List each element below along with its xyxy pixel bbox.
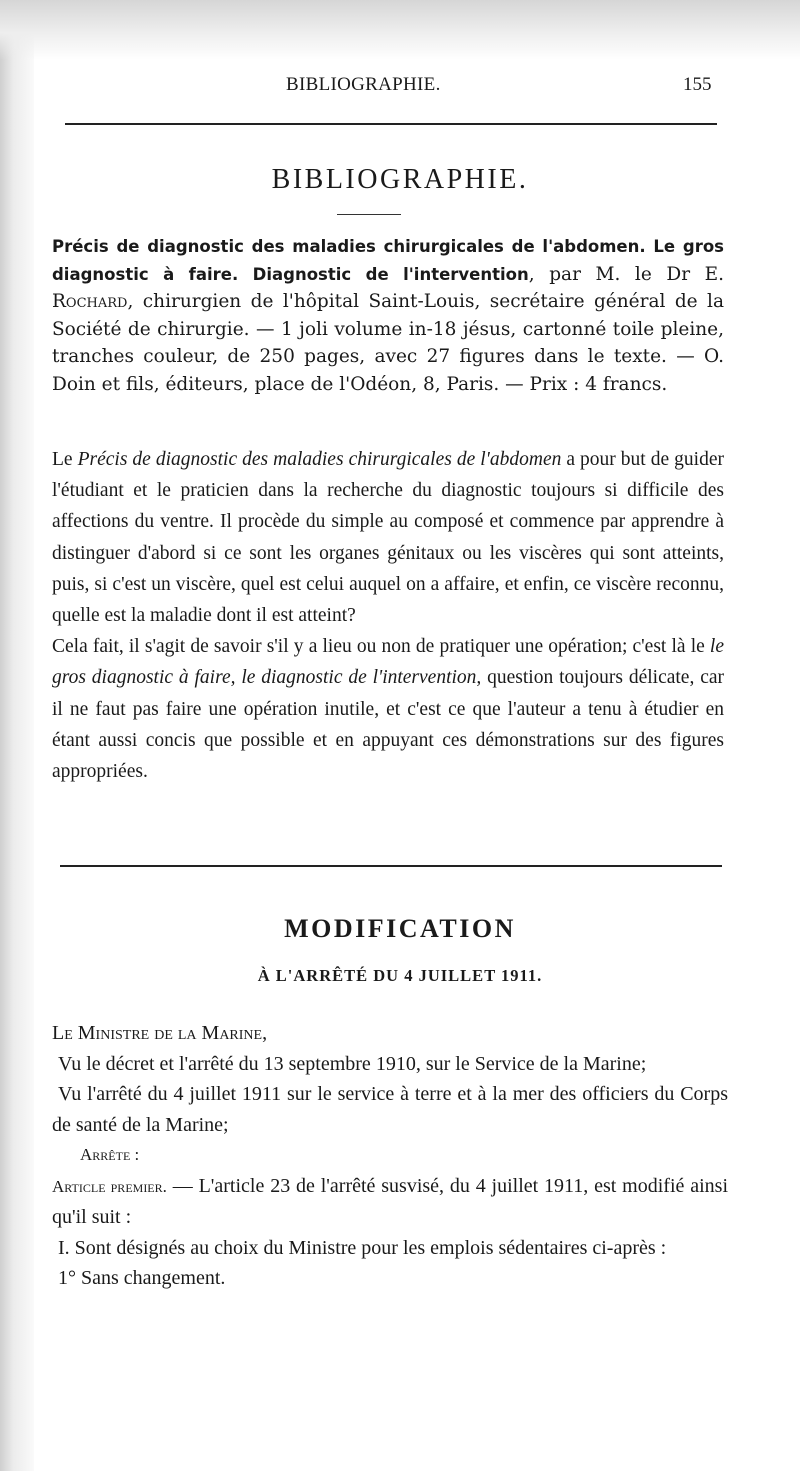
- entry-by: , par M. le Dr E.: [528, 263, 725, 285]
- arrete-line: Arrête :: [80, 1145, 140, 1164]
- page-number: 155: [683, 74, 712, 95]
- item-line: I. Sont désignés au choix du Ministre pour les emplois sédentaires ci-après :: [58, 1236, 667, 1259]
- entry-details: , chirurgien de l'hôpital Saint-Louis, secrétaire général de la Société de chirurgie. — 1 joli volume in-18 jésus, cartonné toile pleine, tranches couleur, de 250 pages, avec 27 figures dans le texte. — O. Doin et fils, éditeurs, place de l'Odéon, 8, Paris. — Prix : 4 francs.: [52, 291, 724, 395]
- bibliographic-entry: [52, 233, 724, 398]
- review-p1-start: Le: [52, 449, 78, 470]
- section-title: BIBLIOGRAPHIE.: [271, 164, 529, 195]
- item-line: 1° Sans changement.: [58, 1267, 226, 1289]
- title-ornament-rule: [337, 214, 401, 215]
- review-text: [52, 444, 724, 787]
- author-name: Rochard: [52, 291, 128, 312]
- page-top-shadow: [0, 0, 800, 60]
- entry-paragraph: [52, 233, 724, 398]
- review-p2-rest: question toujours délicate, car il ne faut pas faire une opération inutile, et c'est ce que l'auteur a tenu à étudier en étant aussi concis que possible et en appuyant ces démonstrations sur des figures appropriées.: [52, 667, 724, 783]
- vu-line: Vu le décret et l'arrêté du 13 septembre 1910, sur le Service de la Marine;: [58, 1052, 647, 1075]
- article-text: — L'article 23 de l'arrêté susvisé, du 4 juillet 1911, est modifié ainsi qu'il suit :: [52, 1174, 728, 1228]
- article-paragraph: [52, 1171, 728, 1233]
- modification-title: MODIFICATION: [284, 914, 516, 943]
- modification-subtitle: À L'ARRÊTÉ DU 4 JUILLET 1911.: [257, 966, 543, 985]
- review-p2-start: Cela fait, il s'agit de savoir s'il y a lieu ou non de pratiquer une opération; c'est là le: [52, 636, 710, 658]
- vu-line: Vu l'arrêté du 4 juillet 1911 sur le service à terre et à la mer des officiers du Corps de santé de la Marine;: [52, 1083, 728, 1136]
- article-label: Article premier.: [52, 1176, 167, 1196]
- decree-text: [52, 1018, 728, 1294]
- book-title: Précis de diagnostic des maladies chirurgicales de l'abdomen. Le gros diagnostic à faire. Diagnostic de l'intervention: [52, 237, 724, 284]
- review-p2-italic: le gros diagnostic à faire, le diagnostic de l'intervention,: [52, 636, 724, 689]
- running-header: [0, 74, 800, 102]
- review-paragraph: [52, 444, 724, 631]
- minister-line: Le Ministre de la Marine,: [52, 1022, 268, 1044]
- page-edge-shadow: [0, 0, 34, 1471]
- section-divider-rule: [60, 865, 722, 867]
- review-p1-italic: Précis de diagnostic des maladies chirurgicales de l'abdomen: [77, 449, 562, 470]
- header-rule: [65, 123, 717, 125]
- review-p1-rest: a pour but de guider l'étudiant et le praticien dans la recherche du diagnostic toujours si difficile des affections du ventre. Il procède du simple au composé et commence par apprendre à distinguer d'abord si ce sont les organes génitaux ou les viscères qui sont atteints, puis, si c'est un viscère, quel est celui auquel on a affaire, et enfin, ce viscère reconnu, quelle est la maladie dont il est atteint?: [52, 449, 724, 627]
- review-paragraph: [52, 631, 724, 787]
- running-title: BIBLIOGRAPHIE.: [286, 74, 441, 95]
